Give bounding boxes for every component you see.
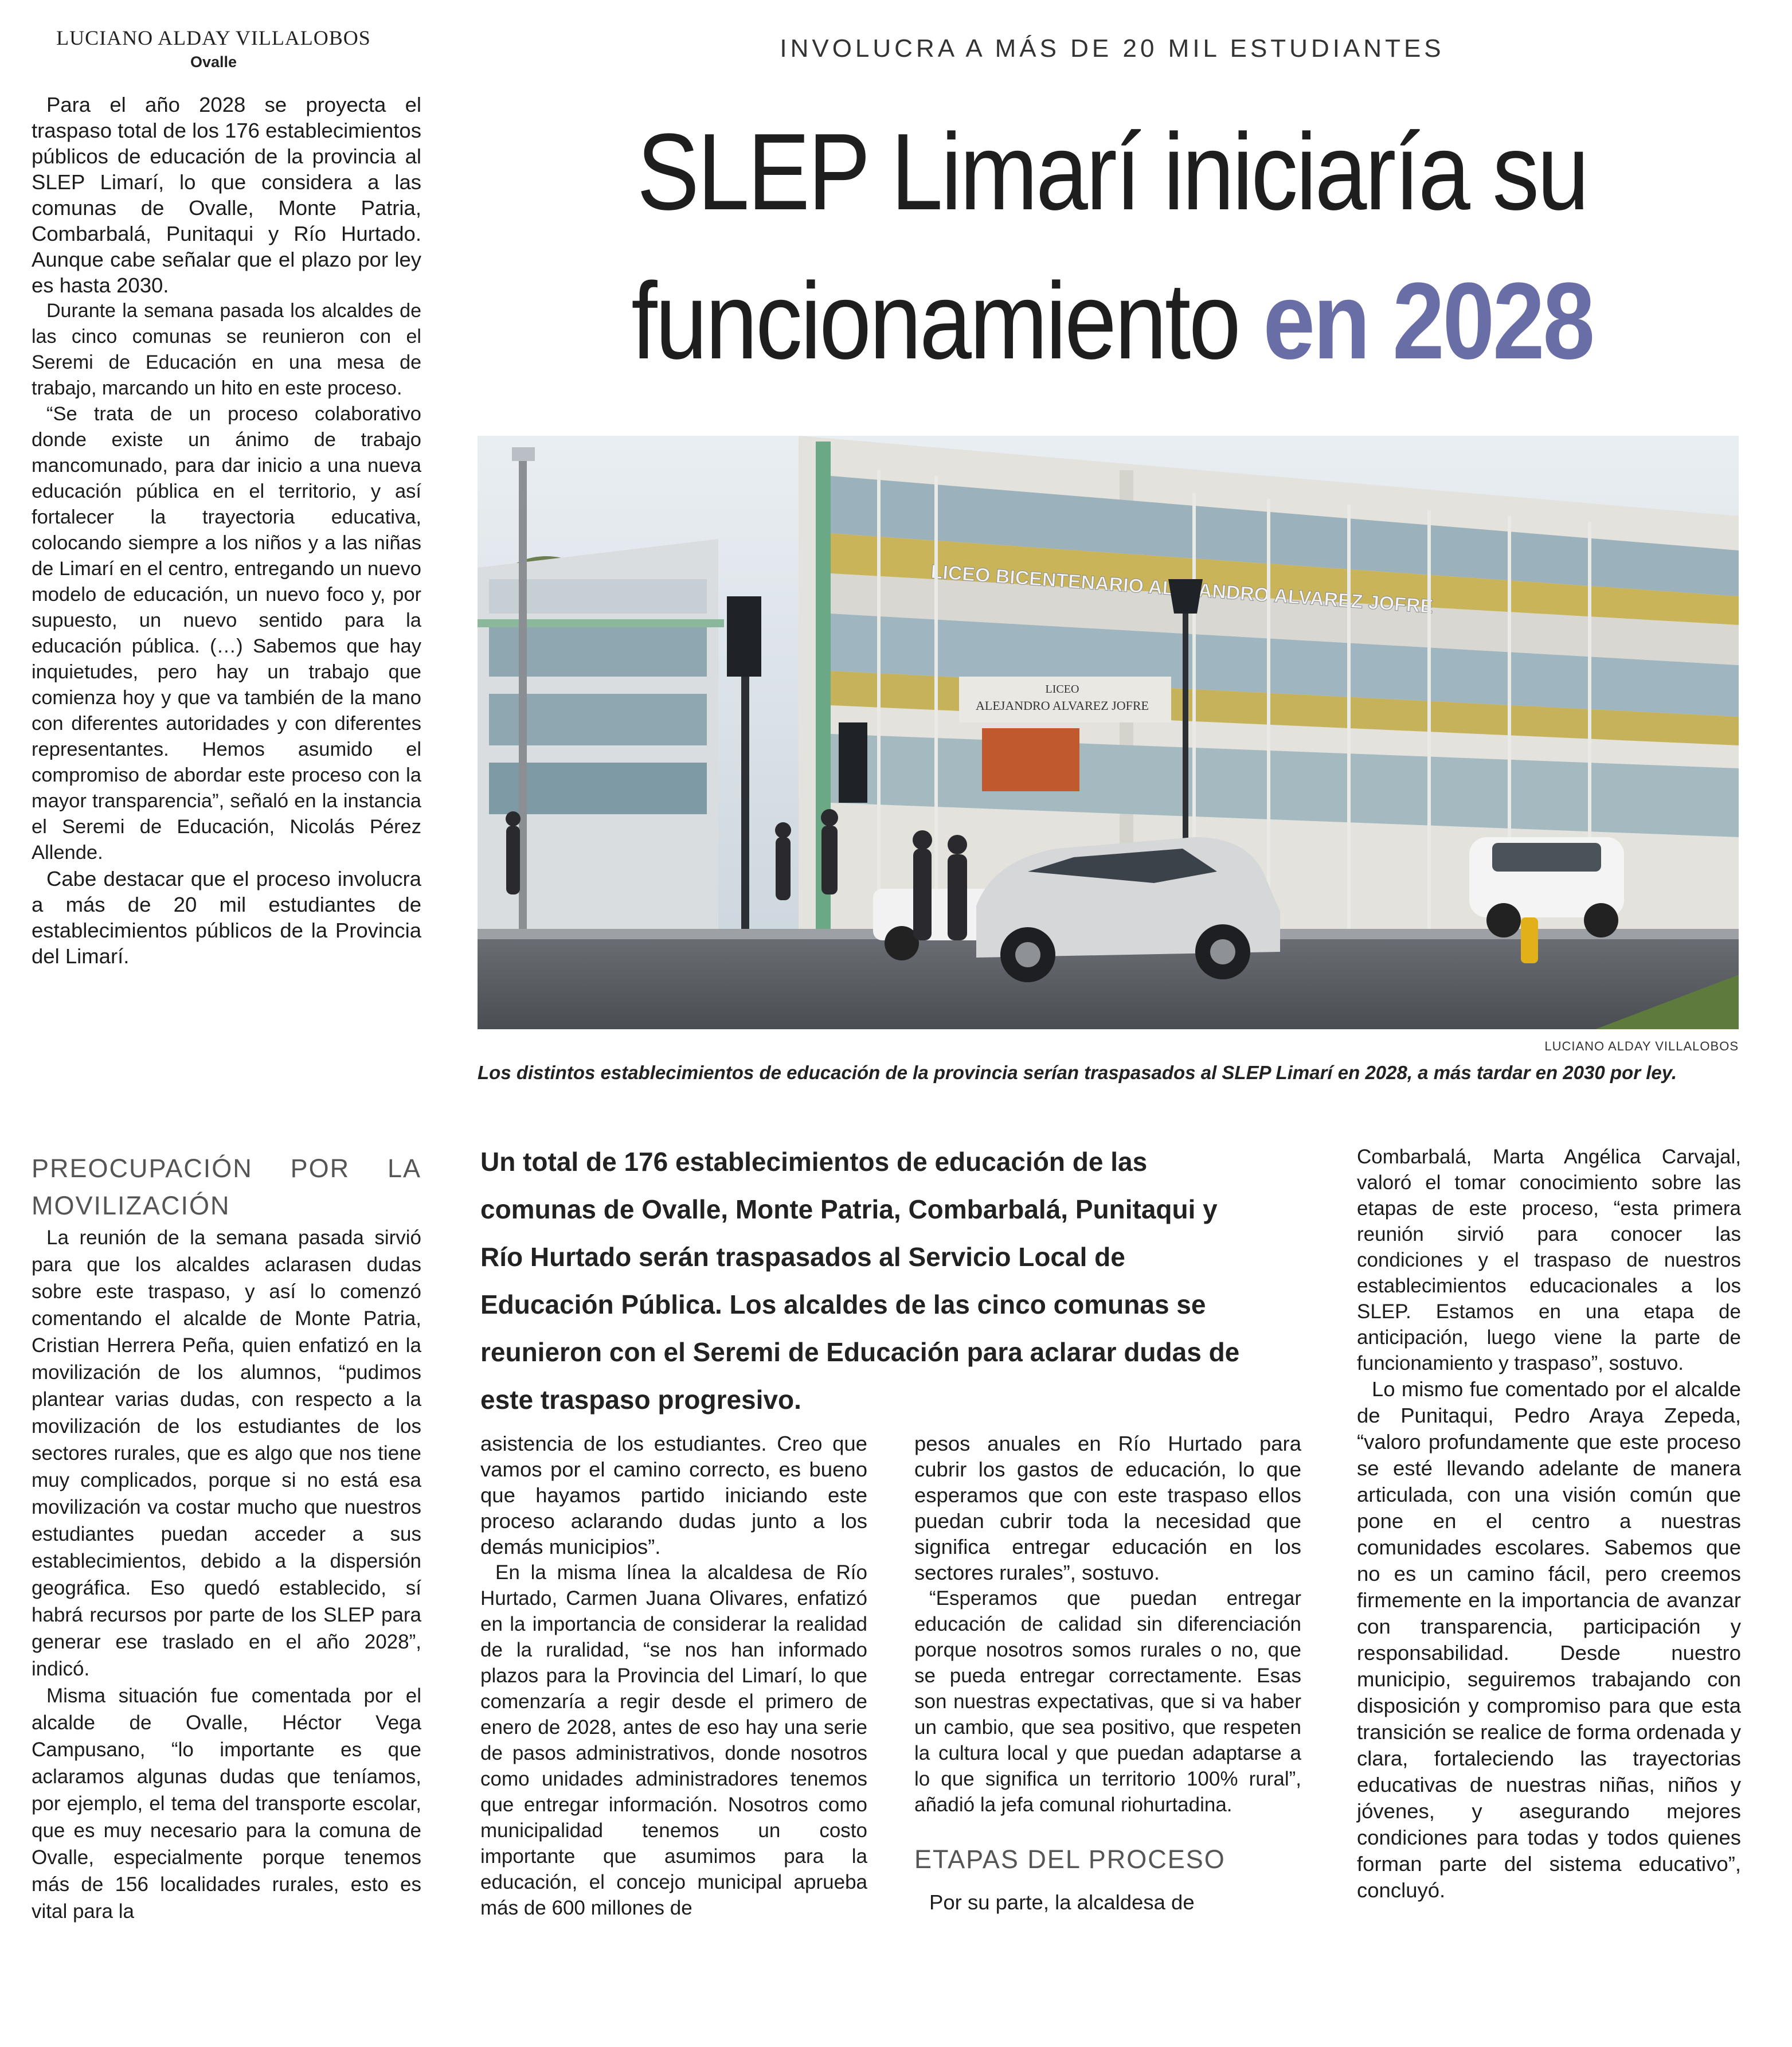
sign-small-1: LICEO: [1045, 683, 1079, 696]
col1-paragraph-2: Durante la semana pasada los alcaldes de las cinco comunas se reunieron con el Seremi de Educación en una mesa de trabajo, marcando un hito en este proceso.: [32, 300, 421, 399]
headline-line-1: SLEP Limarí iniciaría su: [636, 111, 1588, 233]
col1-paragraph-3: “Se trata de un proceso colaborativo donde existe un ánimo de trabajo mancomunado, para dar inicio a una nueva educación pública en el territorio, y así fortalecer la trayectoria educativa, colocando siempre a los niños y a las niñas de Limarí en el centro, entregando un nuevo modelo de educación, un nuevo foco y, por supuesto, un nuevo sentido para la educación pública. (…) Sabemos que hay inquietudes, pero hay un trabajo que comienza hoy y que va también de la mano con diferentes autoridades y con diferentes representantes. Hemos asumido el compromiso de abordar este proceso con la mayor transparencia”, señaló en la instancia el Seremi de Educación, Nicolás Pérez Allende.: [32, 403, 421, 864]
headline-accent: en 2028: [1263, 260, 1593, 382]
school-photo: [478, 436, 1739, 1029]
author-name: LUCIANO ALDAY VILLALOBOS: [56, 26, 371, 49]
subhead-movilizacion: PREOCUPACIÓN POR LA MOVILIZACIÓN: [32, 1154, 421, 1220]
col1-paragraph-5: La reunión de la semana pasada sirvió para que los alcaldes aclarasen dudas sobre este traspaso, y así lo comenzó comentando el alcalde de Monte Patria, Cristian Herrera Peña, quien enfatizó en la movilización de los alumnos, “pudimos plantear varias dudas, con respecto a la movilización de los estudiantes de los sectores rurales, que es algo que nos tiene muy complicados, porque si no está esa movilización va costar mucho que nuestros estudiantes puedan acceder a sus establecimientos, debido a la dispersión geográfica. Eso quedó establecido, sí habrá recursos por parte de los SLEP para generar ese traslado en el año 2028”, indicó.: [32, 1226, 421, 1680]
col1-paragraph-1: Para el año 2028 se proyecta el traspaso total de los 176 establecimientos públicos de educación de la provincia al SLEP Limarí, lo que considera a las comunas de Ovalle, Monte Patria, Combarbalá, Punitaqui y Río Hurtado. Aunque cabe señalar que el plazo por ley es hasta 2030.: [32, 93, 421, 297]
col4-paragraph-1: Combarbalá, Marta Angélica Carvajal, valoró el tomar conocimiento sobre las etapas de este proceso, “esta primera reunión sirvió para conocer las condiciones y el traspaso de nuestros establecimientos educacionales a los SLEP. Estamos en una etapa de anticipación, luego viene la parte de funcionamiento y traspaso”, sostuvo.: [1357, 1146, 1741, 1374]
col1-paragraph-6: Misma situación fue comentada por el alcalde de Ovalle, Héctor Vega Campusano, “lo importante es que aclaramos algunas dudas que teníamos, por ejemplo, el tema del transporte escolar, que es muy necesario para la comuna de Ovalle, especialmente porque tenemos más de 156 localidades rurales, esto es vital para la: [32, 1685, 421, 1923]
school-building-illustration: [478, 436, 1739, 1029]
column-4: [1357, 1144, 1741, 1904]
column-2: [480, 1431, 867, 1921]
subhead-etapas: ETAPAS DEL PROCESO: [914, 1845, 1226, 1874]
col3-paragraph-3: Por su parte, la alcaldesa de: [929, 1890, 1195, 1914]
col4-paragraph-2: Lo mismo fue comentado por el alcalde de Punitaqui, Pedro Araya Zepeda, “valoro profundamente que este proceso se esté llevando adelante de manera articulada, con una visión común que pone en el centro a nuestras comunidades escolares. Sabemos que no es un camino fácil, pero creemos firmemente en la importancia de avanzar con transparencia, participación y responsabilidad. Desde nuestro municipio, seguiremos trabajando con disposición y compromiso para que esta transición se realice de forma ordenada y clara, fortaleciendo las trayectorias educativas de nuestras niñas, niños y jóvenes, y asegurando mejores condiciones para todas y todos quienes forman parte del sistema educativo”, concluyó.: [1357, 1377, 1741, 1902]
column-1-lower: [32, 1150, 421, 1925]
col2-paragraph-1: asistencia de los estudiantes. Creo que vamos por el camino correcto, es bueno que hayamos partido iniciando este proceso aclarando dudas junto a los demás municipios”.: [480, 1432, 867, 1558]
col3-paragraph-2: “Esperamos que puedan entregar educación de calidad sin diferenciación porque nosotros somos rurales o no, que se pueda entregar correctamente. Esas son nuestras expectativas, que si va haber un cambio, que sea positivo, que respeten la cultura local y que puedan adaptarse a lo que significa un territorio 100% rural”, añadió la jefa comunal riohurtadina.: [914, 1587, 1301, 1816]
byline: [32, 26, 396, 71]
column-3: [914, 1431, 1301, 1915]
dateline-city: Ovalle: [190, 53, 237, 71]
headline-line-2: [565, 247, 1659, 396]
photo-credit: LUCIANO ALDAY VILLALOBOS: [1544, 1039, 1739, 1053]
headline-line-2-main: funcionamiento: [631, 260, 1239, 382]
col1-paragraph-4: Cabe destacar que el proceso involucra a más de 20 mil estudiantes de establecimientos públicos de la Provincia del Limarí.: [32, 867, 421, 968]
kicker: INVOLUCRA A MÁS DE 20 MIL ESTUDIANTES: [780, 34, 1445, 62]
col2-paragraph-2: En la misma línea la alcaldesa de Río Hurtado, Carmen Juana Olivares, enfatizó en la importancia de considerar la realidad de la ruralidad, “se nos han informado plazos para la Provincia del Limarí, lo que comenzaría a regir desde el primero de enero de 2028, antes de eso hay una serie de pasos administrativos, donde nosotros como unidades administradores tenemos que entregar información. Nosotros como municipalidad tenemos un costo importante que asumimos para la educación, el concejo municipal aprueba más de 600 millones de: [480, 1561, 867, 1919]
sign-main: LICEO BICENTENARIO ALEJANDRO ALVAREZ JOFRE: [930, 561, 1434, 618]
col3-paragraph-1: pesos anuales en Río Hurtado para cubrir los gastos de educación, lo que esperamos que con este traspaso ellos puedan cubrir toda la necesidad que significa entregar educación en los sectores rurales”, sostuvo.: [914, 1432, 1301, 1584]
lead-paragraph: Un total de 176 establecimientos de educación de las comunas de Ovalle, Monte Patria, Combarbalá, Punitaqui y Río Hurtado serán traspasados al Servicio Local de Educación Pública. Los alcaldes de las cinco comunas se reunieron con el Seremi de Educación para aclarar dudas de este traspaso progresivo.: [480, 1147, 1240, 1415]
column-1: [32, 92, 421, 969]
photo-caption: Los distintos establecimientos de educación de la provincia serían traspasados al SLEP Limarí en 2028, a más tardar en 2030 por ley.: [478, 1062, 1677, 1083]
sign-small-2: ALEJANDRO ALVAREZ JOFRE: [976, 698, 1149, 713]
headline: [565, 97, 1659, 396]
